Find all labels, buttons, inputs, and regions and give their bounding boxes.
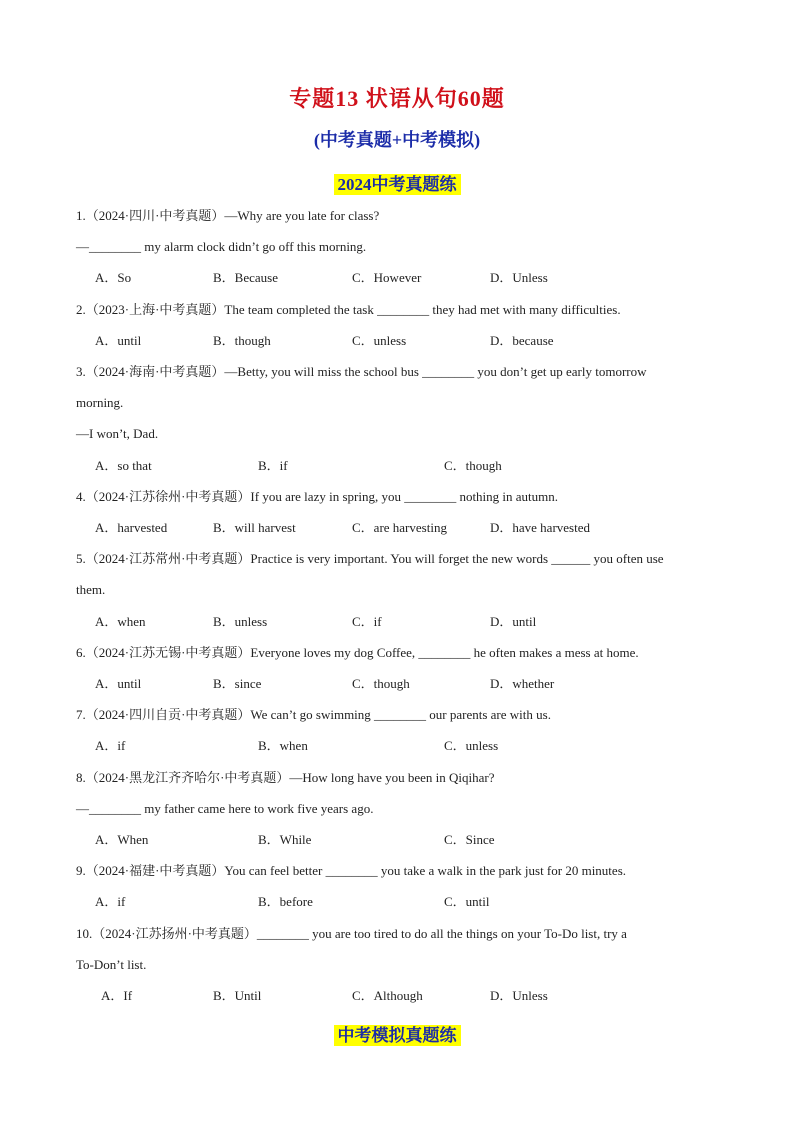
page-subtitle: (中考真题+中考模拟) [313,130,481,150]
question-6-option-b: B．since [213,676,262,691]
question-4-option-c: C．are harvesting [352,520,447,535]
question-9-option-b: B．before [258,894,313,909]
question-5-option-c: C．if [352,614,382,629]
question-6-option-a: A．until [95,676,142,691]
question-10-text: 10.（2024·江苏扬州·中考真题）________ you are too tired to do all the things on your To-Do list, try a [76,926,627,941]
question-3-option-b: B．if [258,458,288,473]
question-1-option-b: B．Because [213,270,278,285]
question-9-option-a: A．if [95,894,126,909]
question-7-option-c: C．unless [444,738,499,753]
page-title: 专题13 状语从句60题 [289,86,505,111]
question-10-option-d: D．Unless [490,988,548,1003]
question-3-text-line3: —I won’t, Dad. [76,426,159,441]
question-4-text: 4.（2024·江苏徐州·中考真题）If you are lazy in spring, you ________ nothing in autumn. [76,489,559,504]
question-2-option-a: A．until [95,333,142,348]
section-heading-real-label: 2024中考真题练 [334,174,461,195]
question-8-option-b: B．While [258,832,312,847]
question-7-option-a: A．if [95,738,126,753]
question-9-option-c: C．until [444,894,490,909]
question-3-text: 3.（2024·海南·中考真题）—Betty, you will miss the school bus ________ you don’t get up early tomorrow [76,364,647,379]
question-5-option-d: D．until [490,614,537,629]
question-2-text: 2.（2023·上海·中考真题）The team completed the task ________ they had met with many difficulties. [76,302,621,317]
question-4-option-d: D．have harvested [490,520,590,535]
question-3-option-a: A．so that [95,458,152,473]
question-6-option-d: D．whether [490,676,555,691]
question-4-option-a: A．harvested [95,520,168,535]
section-heading-real [0,170,794,195]
question-5-text-line2: them. [76,582,106,597]
question-8-text: 8.（2024·黑龙江齐齐哈尔·中考真题）—How long have you been in Qiqihar? [76,770,495,785]
question-4-option-b: B．will harvest [213,520,296,535]
question-7-option-b: B．when [258,738,308,753]
question-5-option-b: B．unless [213,614,268,629]
question-1-option-a: A．So [95,270,132,285]
question-8-option-c: C．Since [444,832,495,847]
question-6-option-c: C．though [352,676,410,691]
question-1-option-d: D．Unless [490,270,548,285]
question-1-text-line2: —________ my alarm clock didn’t go off this morning. [76,239,367,254]
question-10-option-b: B．Until [213,988,262,1003]
question-8-option-a: A．When [95,832,149,847]
question-5-text: 5.（2024·江苏常州·中考真题）Practice is very important. You will forget the new words ______ you often use [76,551,664,566]
question-3-option-c: C．though [444,458,502,473]
question-2-option-c: C．unless [352,333,407,348]
question-10-option-a: A．If [101,988,133,1003]
question-10-text-line2: To-Don’t list. [76,957,147,972]
question-9-text: 9.（2024·福建·中考真题）You can feel better ________ you take a walk in the park just for 20 minutes. [76,863,626,878]
question-2-option-b: B．though [213,333,271,348]
question-10-option-c: C．Although [352,988,423,1003]
question-1-option-c: C．However [352,270,422,285]
question-3-text-line2: morning. [76,395,124,410]
question-7-text: 7.（2024·四川自贡·中考真题）We can’t go swimming ________ our parents are with us. [76,707,551,722]
question-6-text: 6.（2024·江苏无锡·中考真题）Everyone loves my dog Coffee, ________ he often makes a mess at home. [76,645,639,660]
question-5-option-a: A．when [95,614,146,629]
question-2-option-d: D．because [490,333,554,348]
section-heading-mock [0,1021,794,1046]
section-heading-mock-label: 中考模拟真题练 [334,1025,461,1046]
question-1-text: 1.（2024·四川·中考真题）—Why are you late for class? [76,208,380,223]
question-8-text-line2: —________ my father came here to work five years ago. [76,801,374,816]
